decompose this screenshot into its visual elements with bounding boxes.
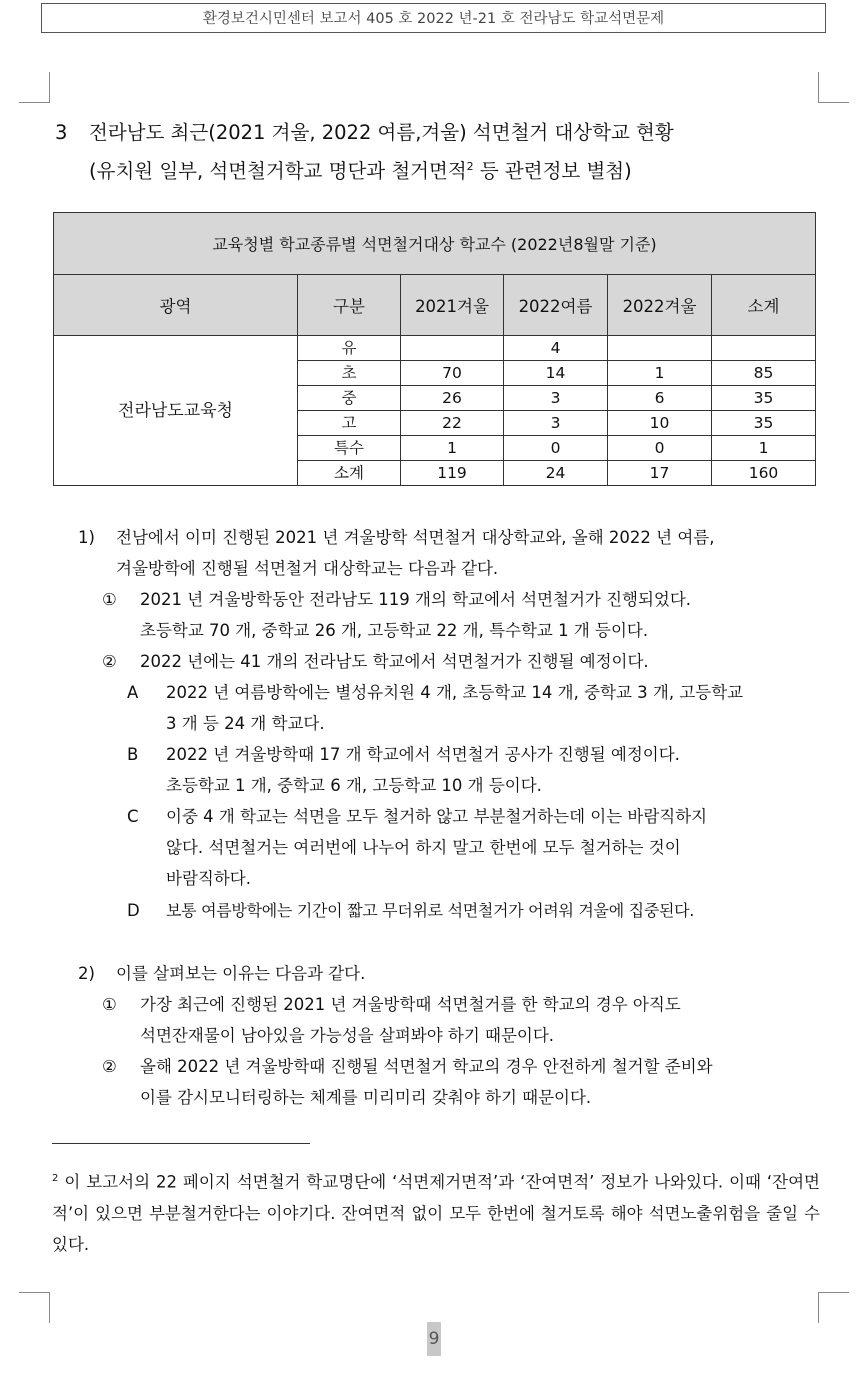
footnote (52, 1163, 820, 1260)
footnote-text: 이 보고서의 22 페이지 석면철거 학교명단에 ‘석면제거면적’과 ‘잔여면적’ 정보가 나와있다. 이때 ‘잔여면적’이 있으면 부분철거한다는 이야기다. 잔여면적 없이 모두 한번에 철거토록 해야 석면노출위험을 줄일 수 있다. (52, 1172, 820, 1254)
table-cell: 4 (504, 336, 608, 361)
list-item-1: 1) 전남에서 이미 진행된 2021 년 겨울방학 석면철거 대상학교와, 올해 2022 년 여름, (78, 528, 715, 547)
table-cell: 소계 (298, 461, 401, 486)
table-row (54, 336, 816, 361)
table-cell: 85 (712, 361, 816, 386)
footnote-divider (52, 1143, 310, 1144)
table-cell: 24 (504, 461, 608, 486)
column-header: 2021겨울 (401, 275, 504, 336)
sub-item-reason-1: ① 가장 최근에 진행된 2021 년 겨울방학때 석면철거를 한 학교의 경우 아직도 (102, 995, 681, 1014)
table-cell: 중 (298, 386, 401, 411)
running-header: 환경보건시민센터 보고서 405 호 2022 년-21 호 전라남도 학교석면문제 (41, 3, 826, 33)
sub-item-2: ② 2022 년에는 41 개의 전라남도 학교에서 석면철거가 진행될 예정이다. (102, 652, 649, 671)
table-cell: 26 (401, 386, 504, 411)
crop-mark-bottom-left (19, 1292, 50, 1323)
table-cell: 14 (504, 361, 608, 386)
sub-item-reason-2-cont: 이를 감시모니터링하는 체계를 미리미리 갖춰야 하기 때문이다. (140, 1088, 592, 1107)
sub-sub-item-a-cont: 3 개 등 24 개 학교다. (166, 714, 325, 733)
table-cell (401, 336, 504, 361)
footnote-mark: 2 (52, 1173, 59, 1184)
table-cell: 3 (504, 386, 608, 411)
column-header: 2022여름 (504, 275, 608, 336)
sub-sub-item-b: B 2022 년 겨울방학때 17 개 학교에서 석면철거 공사가 진행될 예정이다. (127, 745, 680, 764)
table-cell: 0 (608, 436, 712, 461)
column-header: 2022겨울 (608, 275, 712, 336)
table-cell: 특수 (298, 436, 401, 461)
table-caption-row (54, 213, 816, 275)
table-cell: 70 (401, 361, 504, 386)
table-cell: 22 (401, 411, 504, 436)
column-header: 소계 (712, 275, 816, 336)
table-cell: 0 (504, 436, 608, 461)
table-cell: 10 (608, 411, 712, 436)
sub-sub-item-d: D 보통 여름방학에는 기간이 짧고 무더위로 석면철거가 어려워 겨울에 집중된다. (127, 901, 695, 920)
table-cell: 1 (608, 361, 712, 386)
column-header: 구분 (298, 275, 401, 336)
column-header: 광역 (54, 275, 298, 336)
sub-sub-item-c: C 이중 4 개 학교는 석면을 모두 철거하 않고 부분철거하는데 이는 바람직하지 (127, 807, 708, 826)
table-cell: 6 (608, 386, 712, 411)
page-number: 9 (427, 1322, 441, 1356)
sub-sub-item-a: A 2022 년 여름방학에는 별성유치원 4 개, 초등학교 14 개, 중학교 3 개, 고등학교 (127, 683, 744, 702)
table-header-row (54, 275, 816, 336)
table-cell: 17 (608, 461, 712, 486)
crop-mark-bottom-right (818, 1292, 849, 1323)
table-cell (712, 336, 816, 361)
section-title-line2: (유치원 일부, 석면철거학교 명단과 철거면적$^2$ 등 관련정보 별첨) (89, 159, 632, 183)
sub-item-reason-2: ② 올해 2022 년 겨울방학때 진행될 석면철거 학교의 경우 안전하게 철거할 준비와 (102, 1057, 713, 1076)
sub-sub-item-b-cont: 초등학교 1 개, 중학교 6 개, 고등학교 10 개 등이다. (166, 776, 542, 795)
sub-item-1-cont: 초등학교 70 개, 중학교 26 개, 고등학교 22 개, 특수학교 1 개 등이다. (140, 621, 649, 640)
sub-sub-item-c-cont2: 바람직하다. (166, 869, 251, 888)
school-count-table (53, 212, 816, 486)
table-cell: 유 (298, 336, 401, 361)
table-cell: 1 (712, 436, 816, 461)
table-cell: 1 (401, 436, 504, 461)
table-cell: 35 (712, 386, 816, 411)
table-cell: 119 (401, 461, 504, 486)
list-item-1-cont: 겨울방학에 진행될 석면철거 대상학교는 다음과 같다. (116, 559, 499, 578)
table-cell: 160 (712, 461, 816, 486)
table-cell (608, 336, 712, 361)
table-cell: 3 (504, 411, 608, 436)
table-cell: 35 (712, 411, 816, 436)
table-cell: 초 (298, 361, 401, 386)
section-number: 3 (55, 121, 68, 144)
crop-mark-top-left (19, 72, 50, 103)
section-title (55, 116, 674, 189)
list-item-2: 2) 이를 살펴보는 이유는 다음과 같다. (78, 964, 366, 983)
sub-item-reason-1-cont: 석면잔재물이 남아있을 가능성을 살펴봐야 하기 때문이다. (140, 1026, 555, 1045)
crop-mark-top-right (818, 72, 849, 103)
sub-item-1: ① 2021 년 겨울방학동안 전라남도 119 개의 학교에서 석면철거가 진행되었다. (102, 590, 692, 609)
region-cell: 전라남도교육청 (54, 336, 298, 486)
sub-sub-item-c-cont: 않다. 석면철거는 여러번에 나누어 하지 말고 한번에 모두 철거하는 것이 (166, 838, 681, 857)
table-caption: 교육청별 학교종류별 석면철거대상 학교수 (2022년8월말 기준) (54, 213, 816, 275)
footnote-ref: 2 (466, 160, 474, 173)
section-title-line1: 3 전라남도 최근(2021 겨울, 2022 여름,겨울) 석면철거 대상학교 현황 (55, 116, 674, 150)
table-cell: 고 (298, 411, 401, 436)
